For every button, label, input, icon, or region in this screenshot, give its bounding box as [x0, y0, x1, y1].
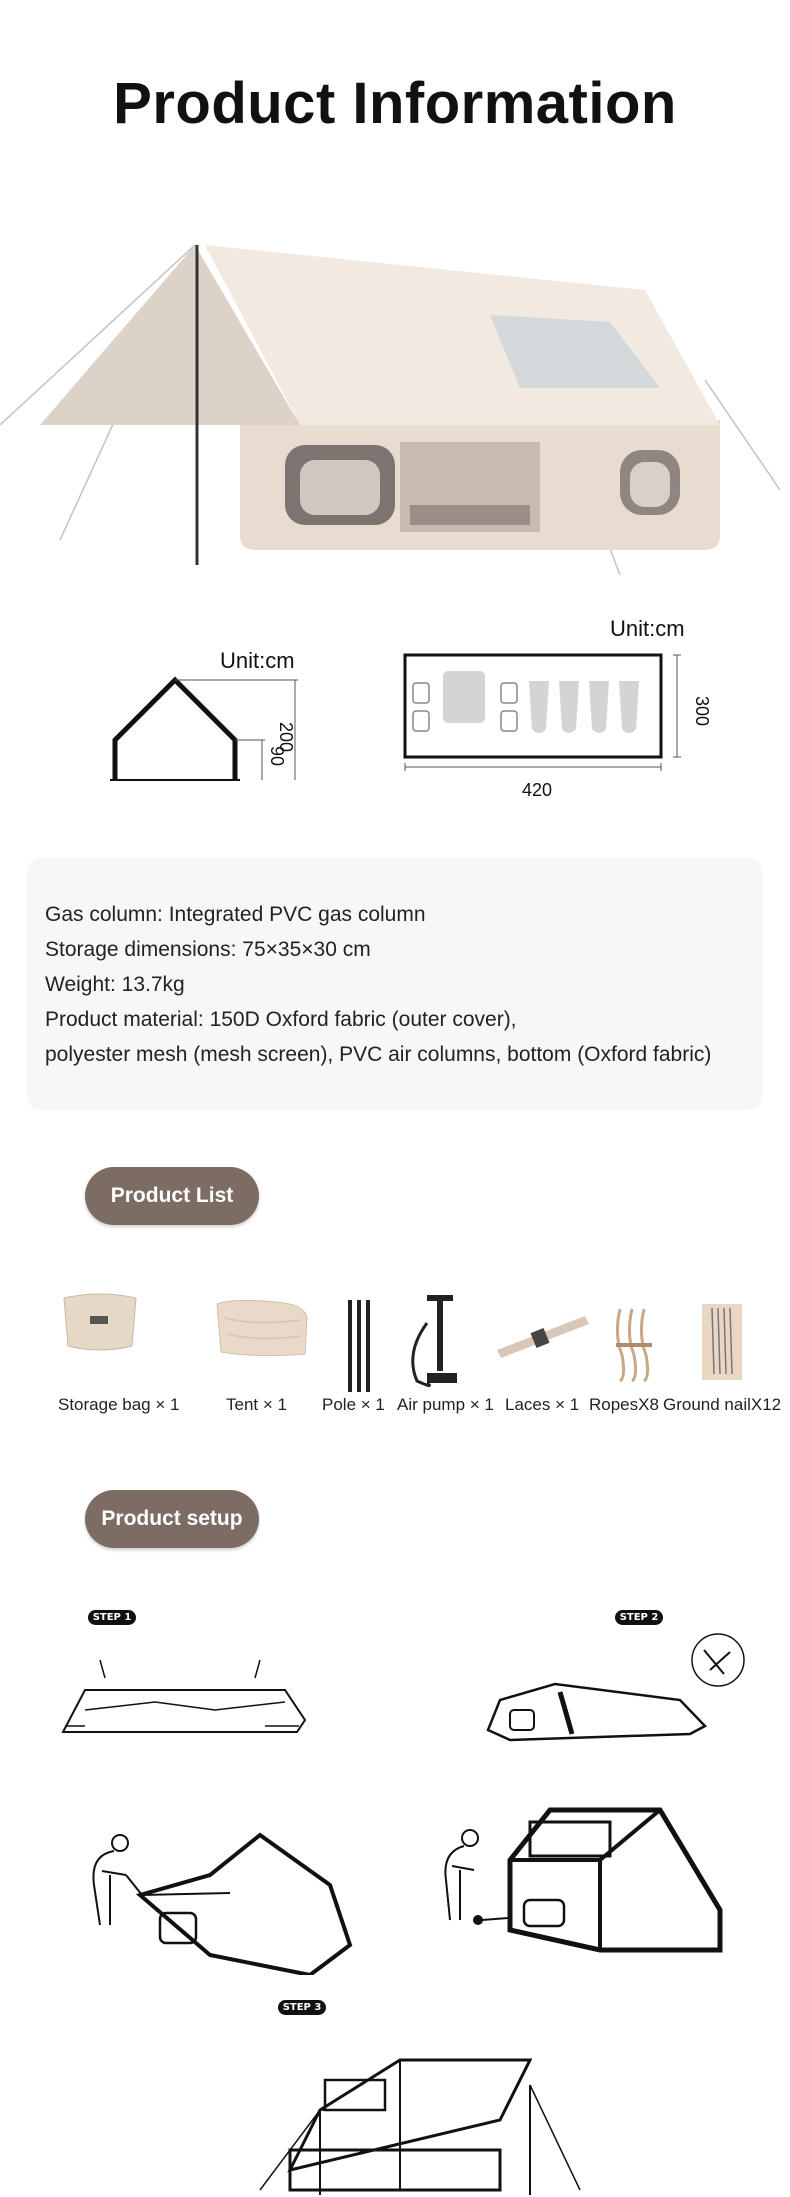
spec-material: Product material: 150D Oxford fabric (outer cover),: [45, 1008, 517, 1031]
top-view-diagram: [395, 645, 705, 775]
item-pole-label: Pole × 1: [322, 1395, 385, 1414]
tent-packed-image: [215, 1298, 310, 1358]
product-list-heading: Product List: [85, 1167, 259, 1225]
step-2-illustration: [480, 1630, 750, 1750]
side-height-label: 200: [276, 722, 296, 753]
item-ground-nail-label: Ground nailX12: [663, 1395, 782, 1414]
item-ropes-label: RopesX8: [589, 1395, 659, 1414]
spec-storage-dimensions: Storage dimensions: 75×35×30 cm: [45, 938, 371, 961]
step-1-illustration: [55, 1650, 315, 1745]
ropes-image: [612, 1305, 658, 1383]
item-storage-bag-label: Storage bag × 1: [58, 1395, 180, 1414]
product-setup-heading: Product setup: [85, 1490, 259, 1548]
top-width-label: 420: [522, 780, 553, 800]
step-2-pumping-illustration: [80, 1815, 360, 1975]
air-pump-image: [405, 1293, 475, 1391]
top-depth-label: 300: [692, 696, 712, 727]
side-unit-label: Unit:cm: [220, 648, 295, 673]
spec-gas-column: Gas column: Integrated PVC gas column: [45, 903, 426, 926]
item-air-pump-label: Air pump × 1: [397, 1395, 494, 1414]
top-unit-label: Unit:cm: [610, 616, 685, 641]
pole-image: [345, 1300, 373, 1392]
tent-hero-image: [0, 230, 790, 590]
item-tent-label: Tent × 1: [226, 1395, 287, 1414]
item-laces-label: Laces × 1: [505, 1395, 580, 1414]
step-1-badge: STEP 1: [88, 1610, 136, 1625]
side-wall-label: 90: [267, 746, 287, 767]
ground-nail-image: [700, 1298, 744, 1382]
step-2-inflated-illustration: [430, 1800, 730, 1970]
step-3-illustration: [250, 2030, 590, 2197]
step-3-badge: STEP 3: [278, 2000, 326, 2015]
laces-image: [495, 1310, 590, 1362]
step-2-badge: STEP 2: [615, 1610, 663, 1625]
spec-material-continued: polyester mesh (mesh screen), PVC air columns, bottom (Oxford fabric): [45, 1043, 712, 1066]
storage-bag-image: [60, 1288, 140, 1354]
page-title: Product Information: [113, 71, 677, 136]
spec-weight: Weight: 13.7kg: [45, 973, 185, 996]
